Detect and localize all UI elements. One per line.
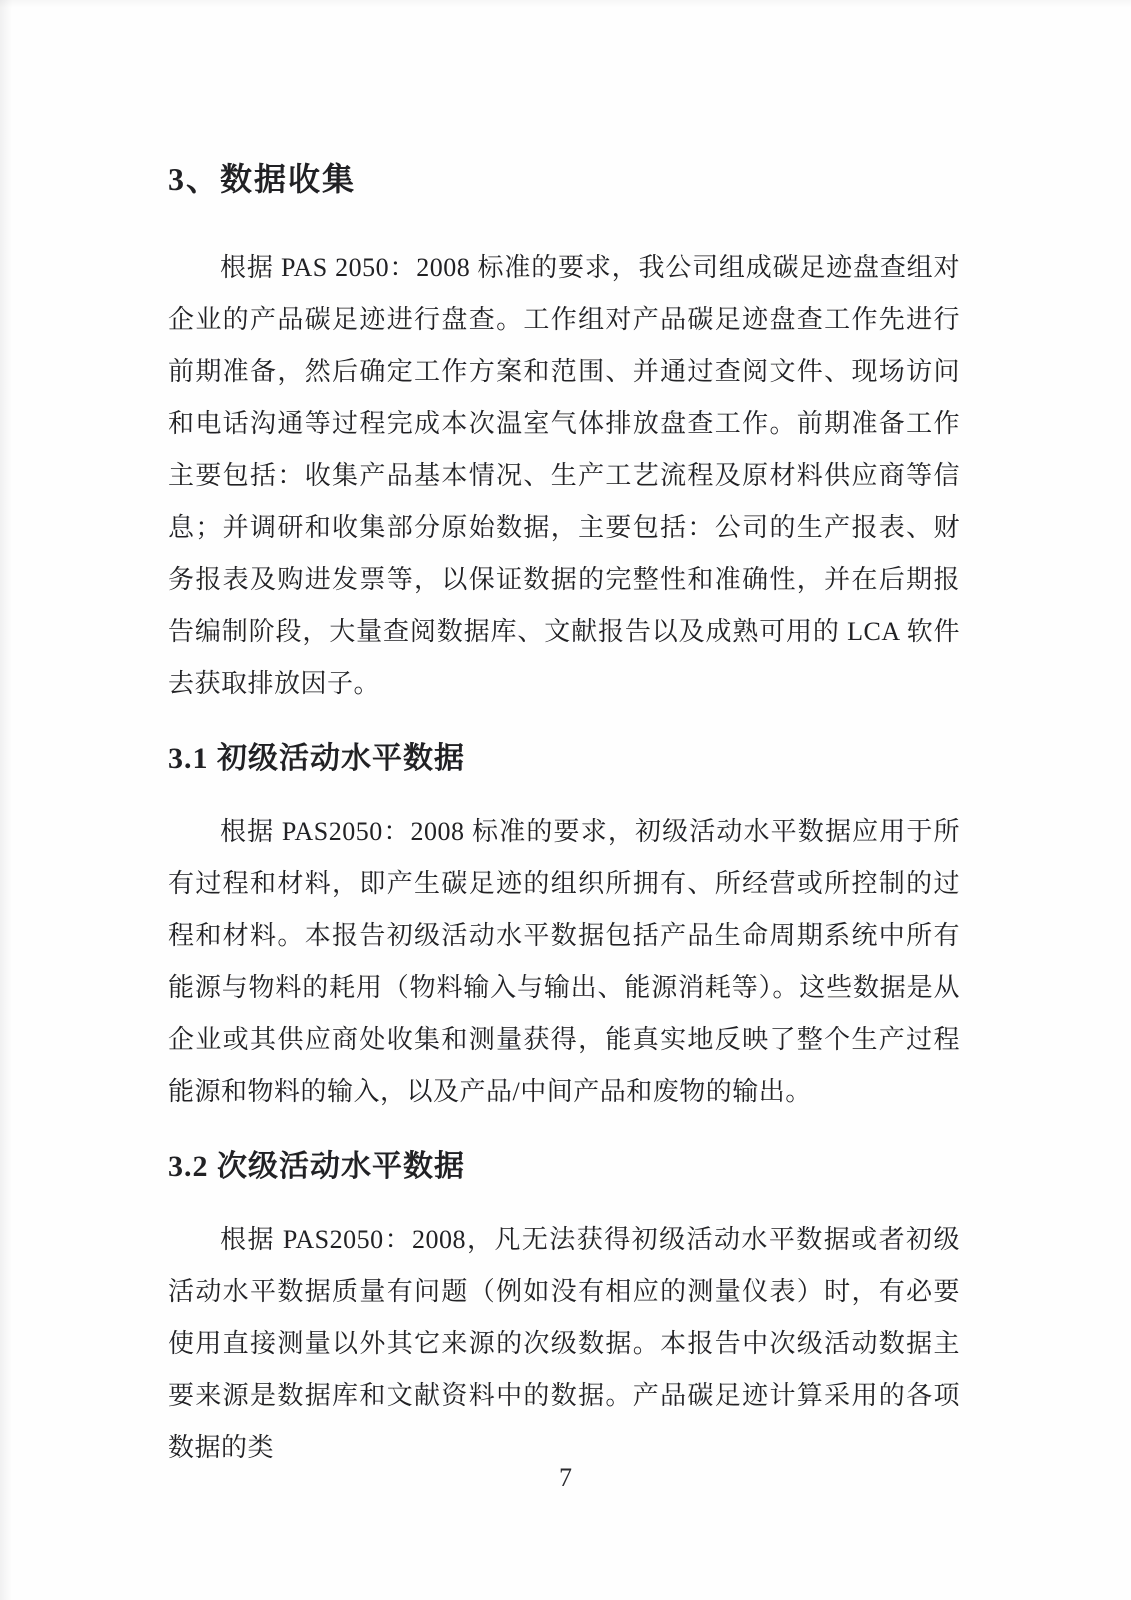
scan-edge-artifact-left (0, 0, 12, 1600)
secondary-activity-data-paragraph: 根据 PAS2050：2008，凡无法获得初级活动水平数据或者初级活动水平数据质量有问题（例如没有相应的测量仪表）时，有必要使用直接测量以外其它来源的次级数据。本报告中次级活动数据主要来源是数据库和文献资料中的数据。产品碳足迹计算采用的各项数据的类 (168, 1225, 960, 1462)
subsection-heading-primary-activity-data: 3.1 初级活动水平数据 (168, 742, 465, 775)
intro-paragraph: 根据 PAS 2050：2008 标准的要求，我公司组成碳足迹盘查组对企业的产品碳足迹进行盘查。工作组对产品碳足迹盘查工作先进行前期准备，然后确定工作方案和范围、并通过查阅文件、现场访问和电话沟通等过程完成本次温室气体排放盘查工作。前期准备工作主要包括：收集产品基本情况、生产工艺流程及原材料供应商等信息；并调研和收集部分原始数据，主要包括：公司的生产报表、财务报表及购进发票等，以保证数据的完整性和准确性，并在后期报告编制阶段，大量查阅数据库、文献报告以及成熟可用的 LCA 软件去获取排放因子。 (168, 253, 960, 698)
page-number: 7 (559, 1463, 572, 1492)
primary-activity-data-paragraph: 根据 PAS2050：2008 标准的要求，初级活动水平数据应用于所有过程和材料，即产生碳足迹的组织所拥有、所经营或所控制的过程和材料。本报告初级活动水平数据包括产品生命周期系统中所有能源与物料的耗用（物料输入与输出、能源消耗等）。这些数据是从企业或其供应商处收集和测量获得，能真实地反映了整个生产过程能源和物料的输入，以及产品/中间产品和废物的输出。 (168, 817, 960, 1106)
section-heading-data-collection: 3、数据收集 (168, 161, 357, 197)
subsection-heading-secondary-activity-data: 3.2 次级活动水平数据 (168, 1150, 465, 1183)
page-content (168, 158, 960, 1474)
scan-edge-artifact-top (0, 0, 1131, 8)
